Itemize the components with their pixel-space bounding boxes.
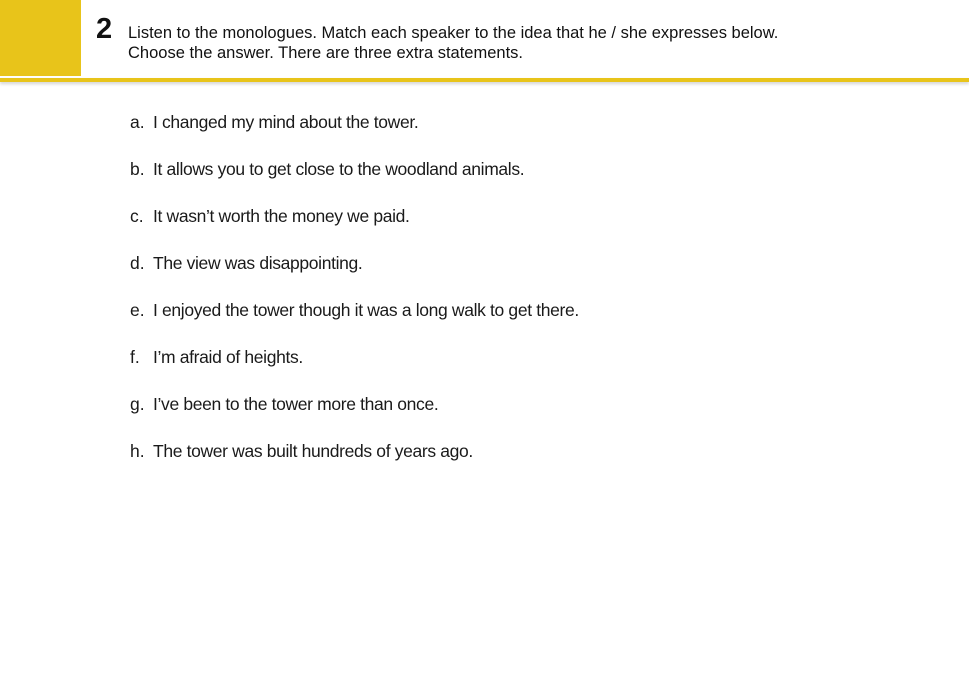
statement-text: It wasn’t worth the money we paid. — [153, 206, 410, 226]
task-number: 2 — [96, 13, 113, 45]
statement-text: The tower was built hundreds of years ago. — [153, 441, 473, 461]
statement-letter: f. — [130, 347, 140, 367]
statement-letter: c. — [130, 206, 144, 226]
statement-text: I changed my mind about the tower. — [153, 112, 419, 132]
statement-list — [130, 109, 579, 485]
header-accent-block — [0, 0, 81, 76]
statement-letter: b. — [130, 159, 145, 179]
statement-c — [130, 203, 579, 250]
statement-text: I’ve been to the tower more than once. — [153, 394, 439, 414]
statement-e — [130, 297, 579, 344]
task-instructions — [128, 23, 948, 63]
statement-text: I enjoyed the tower though it was a long walk to get there. — [153, 300, 579, 320]
statement-a — [130, 109, 579, 156]
statement-d — [130, 250, 579, 297]
statement-text: It allows you to get close to the woodland animals. — [153, 159, 525, 179]
statement-b — [130, 156, 579, 203]
statement-text: I’m afraid of heights. — [153, 347, 303, 367]
statement-text: The view was disappointing. — [153, 253, 363, 273]
statement-h — [130, 438, 579, 485]
task-header — [0, 0, 969, 84]
statement-letter: e. — [130, 300, 145, 320]
statement-letter: h. — [130, 441, 145, 461]
header-divider — [0, 78, 969, 82]
statement-f — [130, 344, 579, 391]
statement-letter: g. — [130, 394, 145, 414]
instruction-line-1: Listen to the monologues. Match each speaker to the idea that he / she expresses below. — [128, 24, 779, 42]
instruction-line-2: Choose the answer. There are three extra statements. — [128, 44, 523, 62]
statement-letter: d. — [130, 253, 145, 273]
statement-letter: a. — [130, 112, 145, 132]
statement-g — [130, 391, 579, 438]
